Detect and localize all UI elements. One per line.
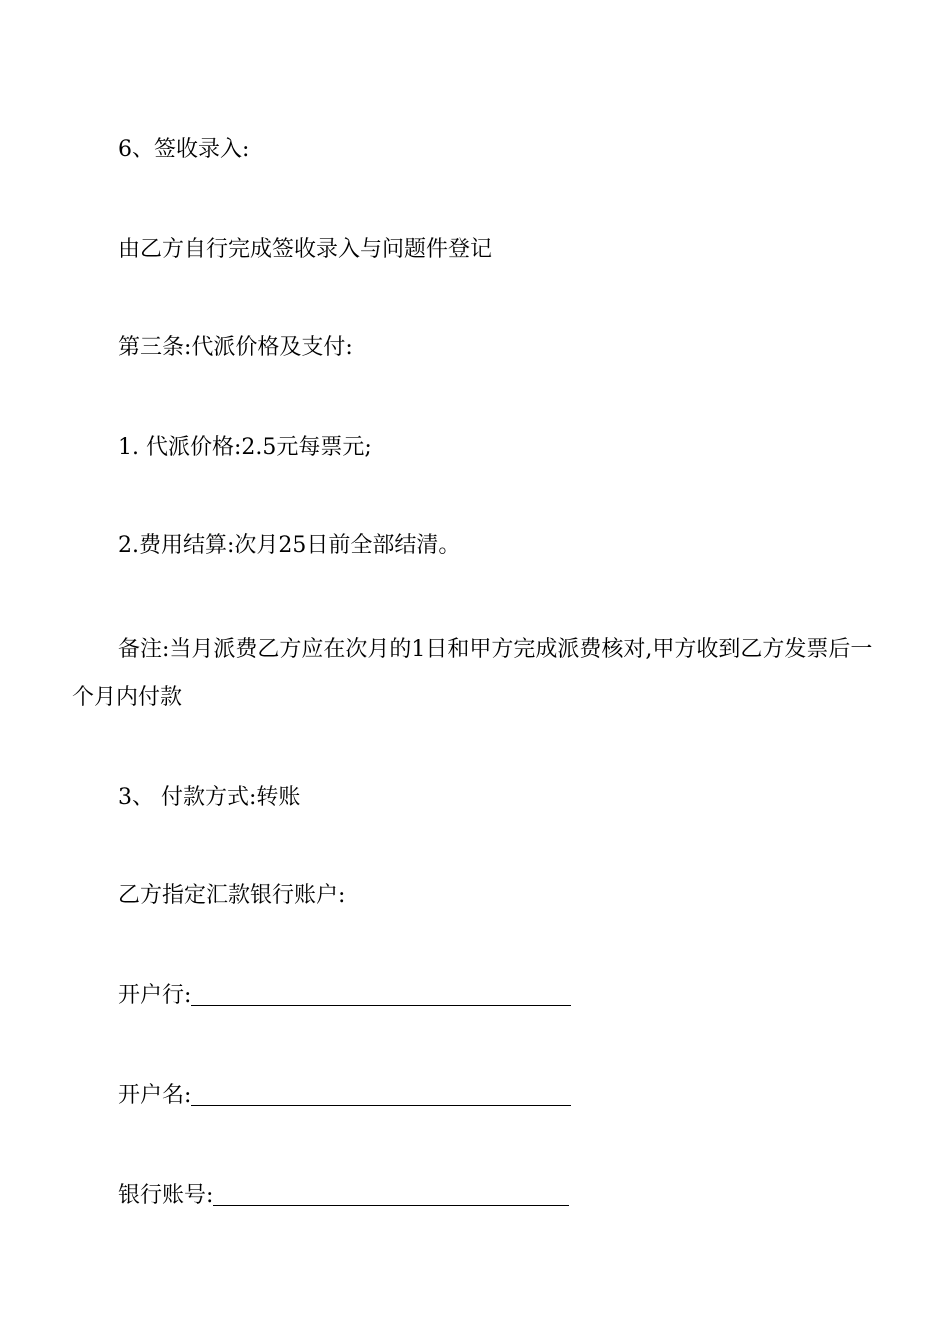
bank-name-blank — [191, 979, 571, 1006]
account-number-blank — [213, 1179, 569, 1206]
paragraph-fee-settlement: 2.费用结算:次月25日前全部结清。 — [118, 533, 461, 558]
bank-name-label: 开户行: — [118, 983, 192, 1008]
field-account-name — [72, 1074, 882, 1118]
account-name-blank — [191, 1079, 571, 1106]
account-number-label: 银行账号: — [118, 1183, 214, 1208]
paragraph-remark: 备注:当月派费乙方应在次月的1日和甲方完成派费核对,甲方收到乙方发票后一个月内付款 — [72, 637, 873, 710]
paragraph-bank-account-intro: 乙方指定汇款银行账户: — [118, 883, 346, 908]
paragraph-payment-method: 3、 付款方式:转账 — [118, 785, 301, 810]
field-account-number — [72, 1174, 882, 1218]
field-bank-name — [72, 974, 882, 1018]
paragraph-article-three: 第三条:代派价格及支付: — [118, 335, 353, 360]
paragraph-sign-entry-desc: 由乙方自行完成签收录入与问题件登记 — [118, 237, 493, 262]
paragraph-delivery-price: 1. 代派价格:2.5元每票元; — [118, 435, 372, 460]
paragraph-sign-entry-heading: 6、签收录入: — [118, 137, 250, 162]
account-name-label: 开户名: — [118, 1083, 192, 1108]
